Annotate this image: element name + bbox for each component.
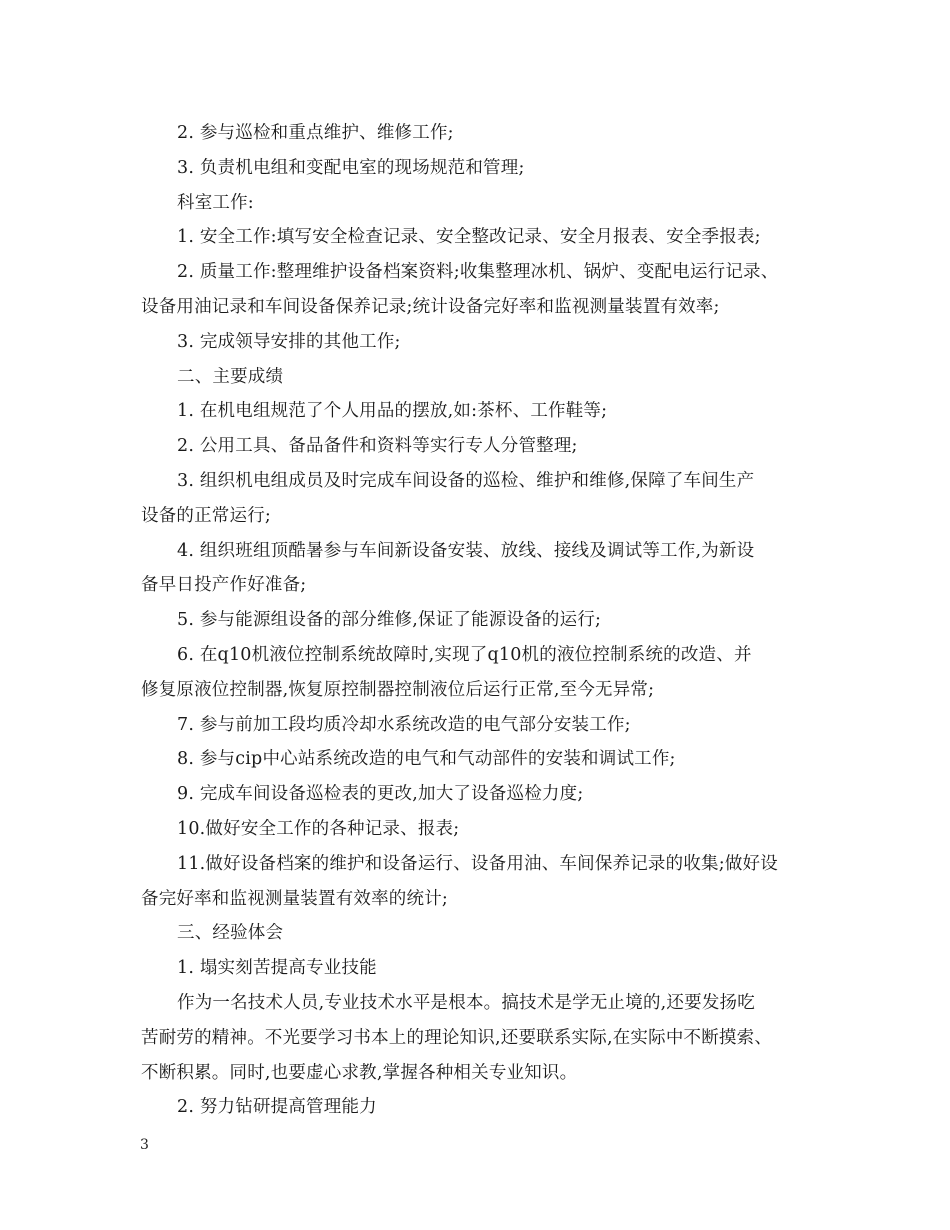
text-line: 修复原液位控制器,恢复原控制器控制液位后运行正常,至今无异常; bbox=[141, 679, 655, 700]
text-line: 2. 努力钻研提高管理能力 bbox=[177, 1097, 377, 1118]
text-line: 1. 安全工作:填写安全检查记录、安全整改记录、安全月报表、安全季报表; bbox=[177, 227, 761, 248]
document-body bbox=[141, 116, 821, 1125]
text-line: 2. 参与巡检和重点维护、维修工作; bbox=[177, 123, 454, 143]
text-line: 11.做好设备档案的维护和设备运行、设备用油、车间保养记录的收集;做好设 bbox=[177, 853, 778, 874]
text-line: 2. 质量工作:整理维护设备档案资料;收集整理冰机、锅炉、变配电运行记录、 bbox=[177, 262, 779, 283]
text-line: 9. 完成车间设备巡检表的更改,加大了设备巡检力度; bbox=[177, 784, 584, 805]
text-line: 苦耐劳的精神。不光要学习书本上的理论知识,还要联系实际,在实际中不断摸索、 bbox=[141, 1027, 773, 1048]
text-line: 二、主要成绩 bbox=[177, 366, 284, 387]
page-number: 3 bbox=[140, 1137, 149, 1153]
text-line: 备早日投产作好准备; bbox=[141, 575, 307, 596]
text-line: 科室工作: bbox=[177, 192, 254, 213]
text-line: 8. 参与cip中心站系统改造的电气和气动部件的安装和调试工作; bbox=[177, 749, 676, 770]
text-line: 3. 完成领导安排的其他工作; bbox=[177, 331, 401, 352]
text-line: 不断积累。同时,也要虚心求教,掌握各种相关专业知识。 bbox=[141, 1062, 578, 1083]
text-line: 2. 公用工具、备品备件和资料等实行专人分管整理; bbox=[177, 436, 578, 457]
text-line: 10.做好安全工作的各种记录、报表; bbox=[177, 818, 460, 839]
text-line: 备完好率和监视测量装置有效率的统计; bbox=[141, 888, 448, 909]
text-line: 设备用油记录和车间设备保养记录;统计设备完好率和监视测量装置有效率; bbox=[141, 296, 720, 317]
text-line: 3. 负责机电组和变配电室的现场规范和管理; bbox=[177, 157, 525, 178]
text-line: 3. 组织机电组成员及时完成车间设备的巡检、维护和维修,保障了车间生产 bbox=[177, 470, 755, 491]
text-line: 三、经验体会 bbox=[177, 923, 284, 944]
text-line: 5. 参与能源组设备的部分维修,保证了能源设备的运行; bbox=[177, 610, 602, 631]
text-line: 1. 塌实刻苦提高专业技能 bbox=[177, 958, 377, 979]
text-line: 1. 在机电组规范了个人用品的摆放,如:茶杯、工作鞋等; bbox=[177, 401, 608, 422]
text-line: 6. 在q10机液位控制系统故障时,实现了q10机的液位控制系统的改造、并 bbox=[177, 644, 752, 665]
text-line: 设备的正常运行; bbox=[141, 505, 271, 526]
text-line: 作为一名技术人员,专业技术水平是根本。搞技术是学无止境的,还要发扬吃 bbox=[177, 992, 755, 1013]
text-line: 4. 组织班组顶酷暑参与车间新设备安装、放线、接线及调试等工作,为新设 bbox=[177, 540, 755, 561]
text-line: 7. 参与前加工段均质冷却水系统改造的电气部分安装工作; bbox=[177, 714, 631, 735]
